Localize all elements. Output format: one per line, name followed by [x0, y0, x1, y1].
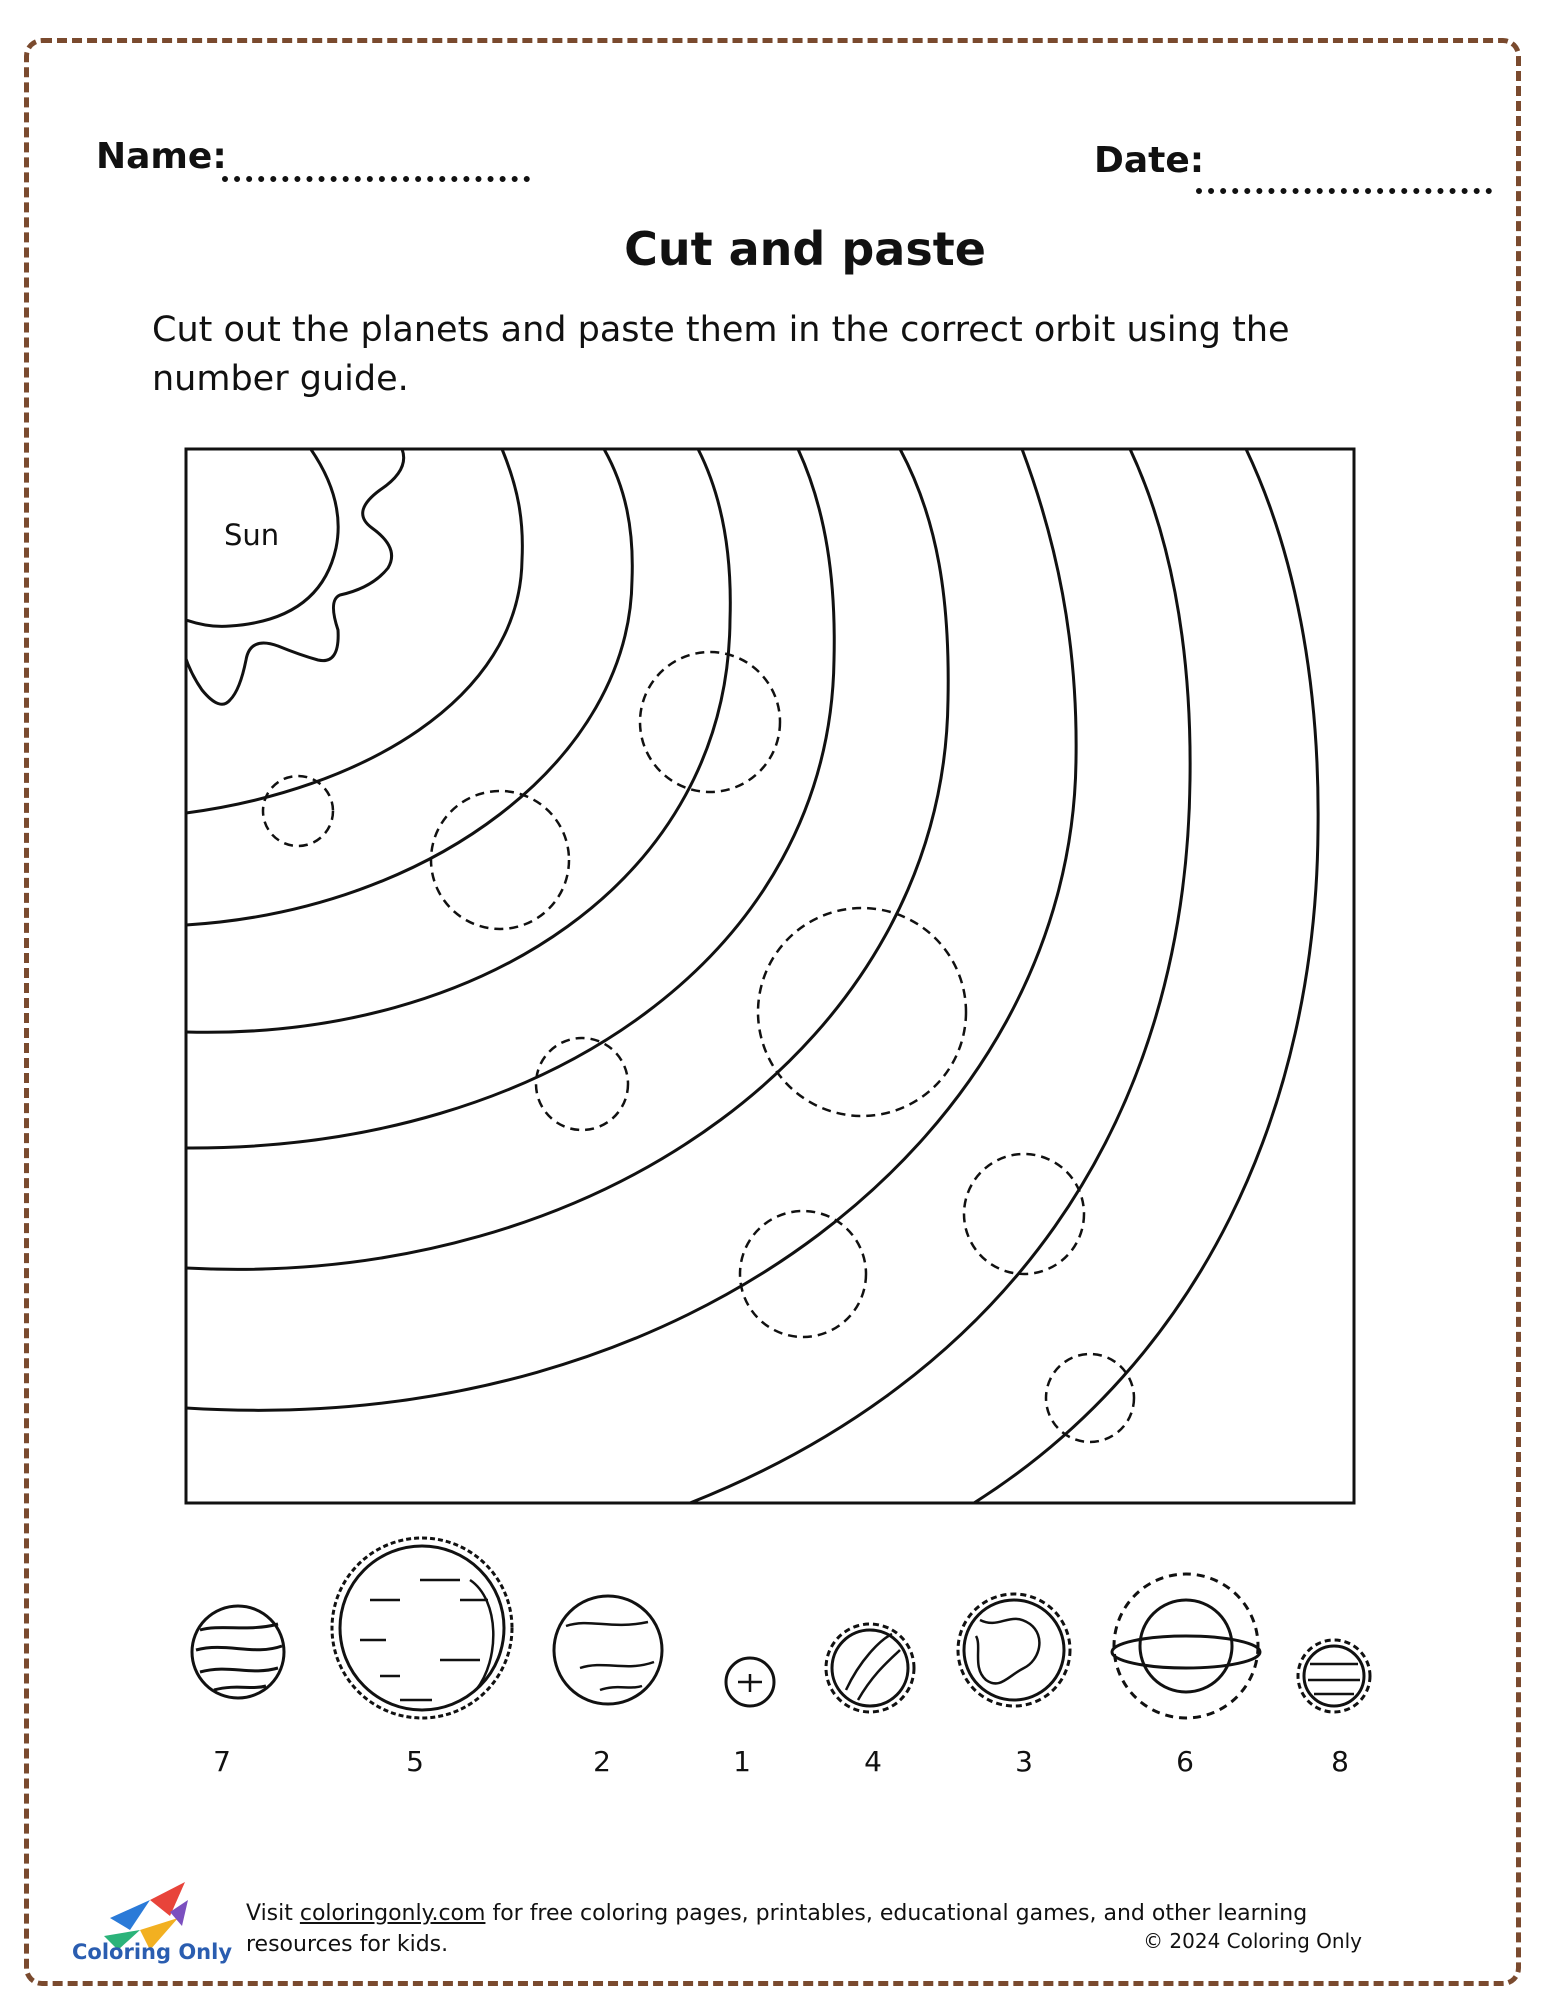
page-title: Cut and paste [624, 222, 986, 276]
planet-number-2: 2 [593, 1745, 611, 1778]
planet-5 [332, 1538, 512, 1718]
target-circle-2 [431, 791, 569, 929]
target-circle-4 [536, 1038, 628, 1130]
sun [182, 448, 404, 704]
planet-number-4: 4 [864, 1745, 882, 1778]
planet-3 [958, 1594, 1070, 1706]
sun-label: Sun [224, 518, 280, 552]
orbit-5 [186, 449, 948, 1269]
target-circle-7 [964, 1154, 1084, 1274]
planet-number-6: 6 [1176, 1745, 1194, 1778]
planet-2 [554, 1596, 662, 1704]
footer-link[interactable]: coloringonly.com [299, 1901, 486, 1926]
target-circle-5 [758, 908, 966, 1116]
footer-visit-prefix: Visit [246, 1901, 300, 1926]
planet-7 [192, 1606, 284, 1698]
planet-6 [1112, 1574, 1260, 1718]
planet-number-5: 5 [406, 1745, 424, 1778]
instructions: Cut out the planets and paste them in the correct orbit using the number guide. [152, 310, 1290, 399]
name-label: Name: [96, 136, 227, 177]
orbit-4 [186, 449, 834, 1148]
orbit-1 [186, 449, 522, 813]
footer-visit-suffix: for free coloring pages, printables, educational games, and other learning resources for kids. [246, 1901, 1308, 1957]
date-label: Date: [1094, 140, 1205, 181]
planet-4 [826, 1624, 914, 1712]
target-circle-3 [640, 652, 780, 792]
copyright: © 2024 Coloring Only [1143, 1929, 1362, 1953]
planet-cutouts [192, 1538, 1370, 1718]
planet-number-1: 1 [733, 1745, 751, 1778]
planet-number-7: 7 [213, 1745, 231, 1778]
target-circle-8 [1046, 1354, 1134, 1442]
planet-1 [726, 1658, 774, 1706]
orbit-8 [974, 449, 1318, 1503]
planet-number-8: 8 [1331, 1745, 1349, 1778]
planet-8 [1298, 1640, 1370, 1712]
logo-text: Coloring Only [72, 1940, 233, 1964]
planet-number-3: 3 [1015, 1745, 1033, 1778]
